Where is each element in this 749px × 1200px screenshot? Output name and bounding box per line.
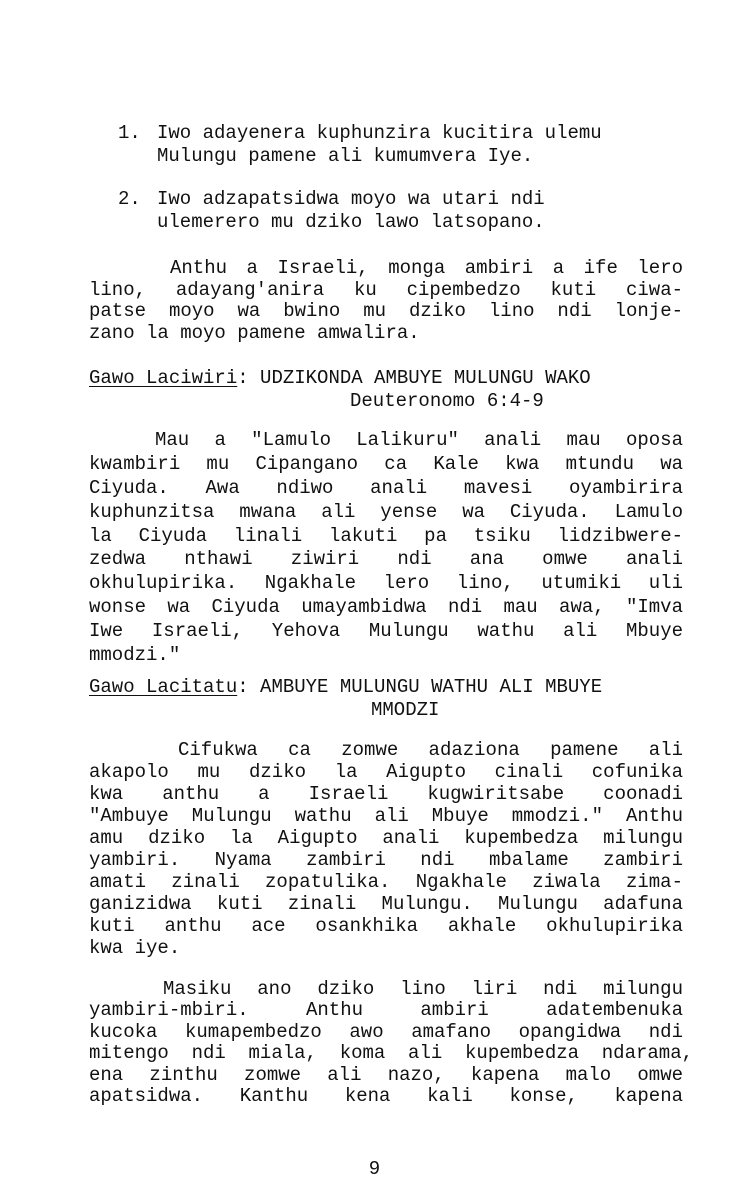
text-line: Anthu a Israeli, monga ambiri a ife lero [170, 257, 683, 279]
text-line: akapolo mu dziko la Aigupto cinali cofunika [89, 761, 683, 783]
text-line: amu dziko la Aigupto anali kupembedza milungu [89, 827, 683, 849]
paragraph-3 [89, 741, 683, 961]
section-label: Gawo Lacitatu [89, 676, 238, 698]
paragraph-1 [89, 259, 683, 345]
text-line: mmodzi." [89, 644, 181, 667]
section-heading-2 [89, 369, 683, 411]
text-line: Mulungu pamene ali kumumvera Iye. [157, 145, 534, 167]
text-line: yambiri. Nyama zambiri ndi mbalame zambiri [89, 849, 683, 871]
text-line: ulemerero mu dziko lawo latsopano. [157, 211, 545, 233]
section-title: : AMBUYE MULUNGU WATHU ALI MBUYE [237, 676, 603, 698]
text-line: "Ambuye Mulungu wathu ali Mbuye mmodzi." Anthu [89, 805, 683, 827]
text-line: kuti anthu ace osankhika akhale okhulupirika [89, 915, 683, 937]
list-number: 2. [118, 188, 141, 210]
text-line: apatsidwa. Kanthu kena kali konse, kapena [89, 1084, 683, 1107]
text-line: wonse wa Ciyuda umayambidwa ndi mau awa, "Imva [89, 596, 683, 619]
text-line: Ciyuda. Awa ndiwo anali mavesi oyambirira [89, 476, 683, 499]
text-line: la Ciyuda linali lakuti pa tsiku lidzibwere- [89, 524, 683, 547]
text-line: mitengo ndi miala, koma ali kupembedza ndarama, [89, 1042, 693, 1065]
paragraph-4 [89, 978, 693, 1108]
text-line: Iwo adzapatsidwa moyo wa utari ndi [157, 188, 545, 210]
text-line: zedwa nthawi ziwiri ndi ana omwe anali [89, 548, 683, 571]
text-line: Iwo adayenera kuphunzira kucitira ulemu [157, 122, 602, 144]
section-title-continued: MMODZI [371, 699, 440, 721]
text-line: Masiku ano dziko lino liri ndi milungu [163, 978, 683, 1000]
text-line: Mau a "Lamulo Lalikuru" anali mau oposa [155, 429, 683, 451]
text-line: kucoka kumapembedzo awo amafano opangidwa ndi [89, 1020, 683, 1043]
text-line: yambiri-mbiri. Anthu ambiri adatembenuka [89, 999, 683, 1022]
text-line: Iwe Israeli, Yehova Mulungu wathu ali Mbuye [89, 620, 683, 643]
page-number: 9 [368, 1158, 381, 1180]
text-line: okhulupirika. Ngakhale lero lino, utumiki uli [89, 572, 683, 595]
section-label: Gawo Laciwiri [89, 367, 238, 389]
text-line: amati zinali zopatulika. Ngakhale ziwala zima- [89, 871, 683, 893]
text-line: patse moyo wa bwino mu dziko lino ndi lonje- [89, 300, 683, 322]
text-line: kuphunzitsa mwana ali yense wa Ciyuda. Lamulo [89, 500, 683, 523]
scripture-reference: Deuteronomo 6:4-9 [350, 390, 544, 412]
list-number: 1. [118, 122, 141, 144]
text-line: lino, adayang'anira ku cipembedzo kuti ciwa- [89, 278, 683, 301]
text-line: Cifukwa ca zomwe adaziona pamene ali [178, 739, 683, 761]
text-line: kwambiri mu Cipangano ca Kale kwa mtundu wa [89, 452, 683, 475]
section-title: : UDZIKONDA AMBUYE MULUNGU WAKO [237, 367, 591, 389]
text-line: kwa anthu a Israeli kugwiritsabe coonadi [89, 783, 683, 805]
section-heading-3 [89, 678, 683, 720]
text-line: ganizidwa kuti zinali Mulungu. Mulungu adafuna [89, 893, 683, 915]
text-line: kwa iye. [89, 937, 181, 959]
text-line: zano la moyo pamene amwalira. [89, 321, 420, 344]
paragraph-2 [89, 431, 683, 670]
text-line: ena zinthu zomwe ali nazo, kapena malo omwe [89, 1063, 683, 1086]
